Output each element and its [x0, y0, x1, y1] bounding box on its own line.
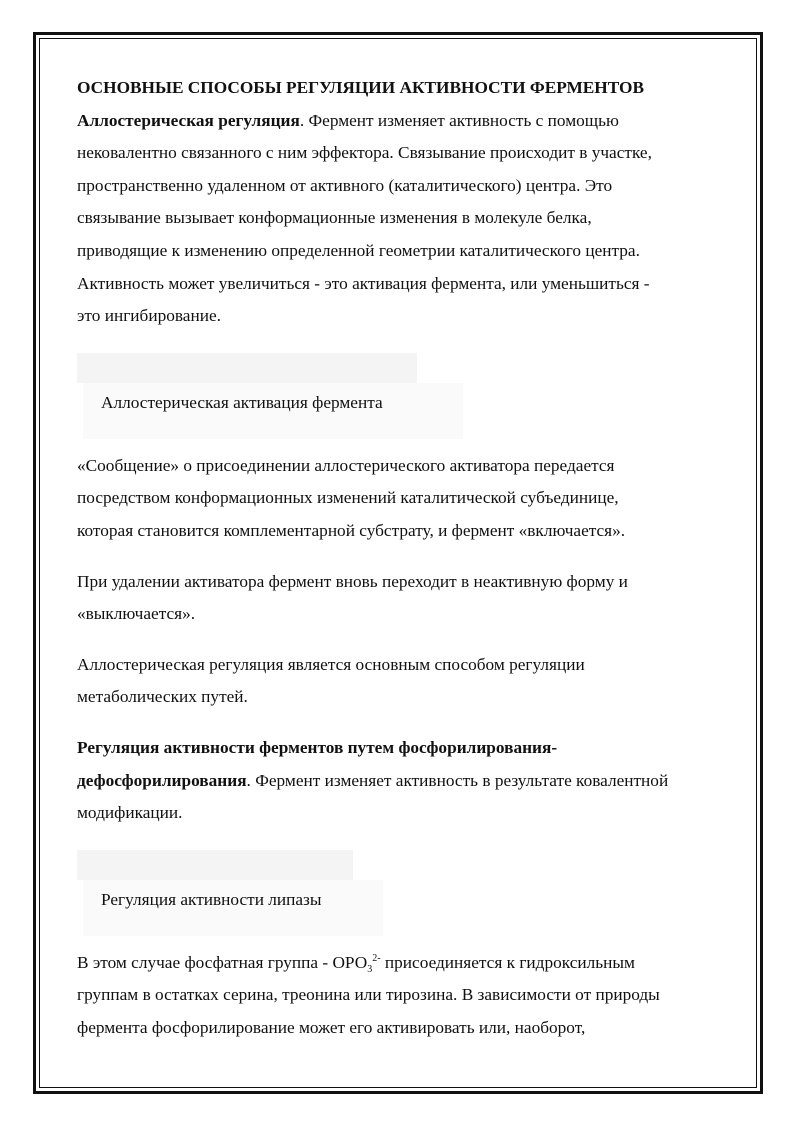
figure-allosteric-activation — [77, 353, 727, 438]
figure-caption: Регуляция активности липазы — [101, 889, 322, 909]
figure-caption: Аллостерическая активация фермента — [101, 392, 383, 412]
paragraph-phosphorylation: Регуляция активности ферментов путем фосфорилирования- дефосфорилирования. Фермент изменяет активность в результате ковалентной модификации. — [77, 737, 669, 823]
document-body — [77, 72, 727, 1044]
paragraph-message: «Сообщение» о присоединении аллостерического активатора передается посредством конформационных изменений каталитической субъединице, которая становится комплементарной субстрату, и фермент «включается». — [77, 455, 626, 540]
document-title: ОСНОВНЫЕ СПОСОБЫ РЕГУЛЯЦИИ АКТИВНОСТИ ФЕРМЕНТОВ — [77, 78, 645, 97]
figure-placeholder-band — [77, 850, 353, 880]
paragraph-phosphate-group: В этом случае фосфатная группа - $ОРО_3^{2-}$ присоединяется к гидроксильным группам в остатках серина, треонина или тирозина. В зависимости от природы фермента фосфорилирование может его активировать или, наоборот, — [77, 952, 660, 1037]
figure-lipase-regulation — [77, 850, 727, 935]
paragraph-main-way: Аллостерическая регуляция является основным способом регуляции метаболических путей. — [77, 654, 585, 707]
paragraph-removal: При удалении активатора фермент вновь переходит в неактивную форму и «выключается». — [77, 571, 628, 624]
heading-phosphorylation: Регуляция активности ферментов путем фосфорилирования- — [77, 737, 558, 757]
heading-allosteric: Аллостерическая регуляция — [77, 110, 300, 130]
paragraph-allosteric: Аллостерическая регуляция. Фермент изменяет активность с помощью нековалентно связанного с ним эффектора. Связывание происходит в участке, пространственно удаленном от активного (каталитического) центра. Это связывание вызывает конформационные изменения в молекуле белка, приводящие к изменению определенной геометрии каталитического центра. Активность может увеличиться - это активация фермента, или уменьшиться - это ингибирование. — [77, 110, 652, 326]
heading-phosphorylation-cont: дефосфорилирования — [77, 770, 247, 790]
figure-placeholder-band — [77, 353, 417, 383]
